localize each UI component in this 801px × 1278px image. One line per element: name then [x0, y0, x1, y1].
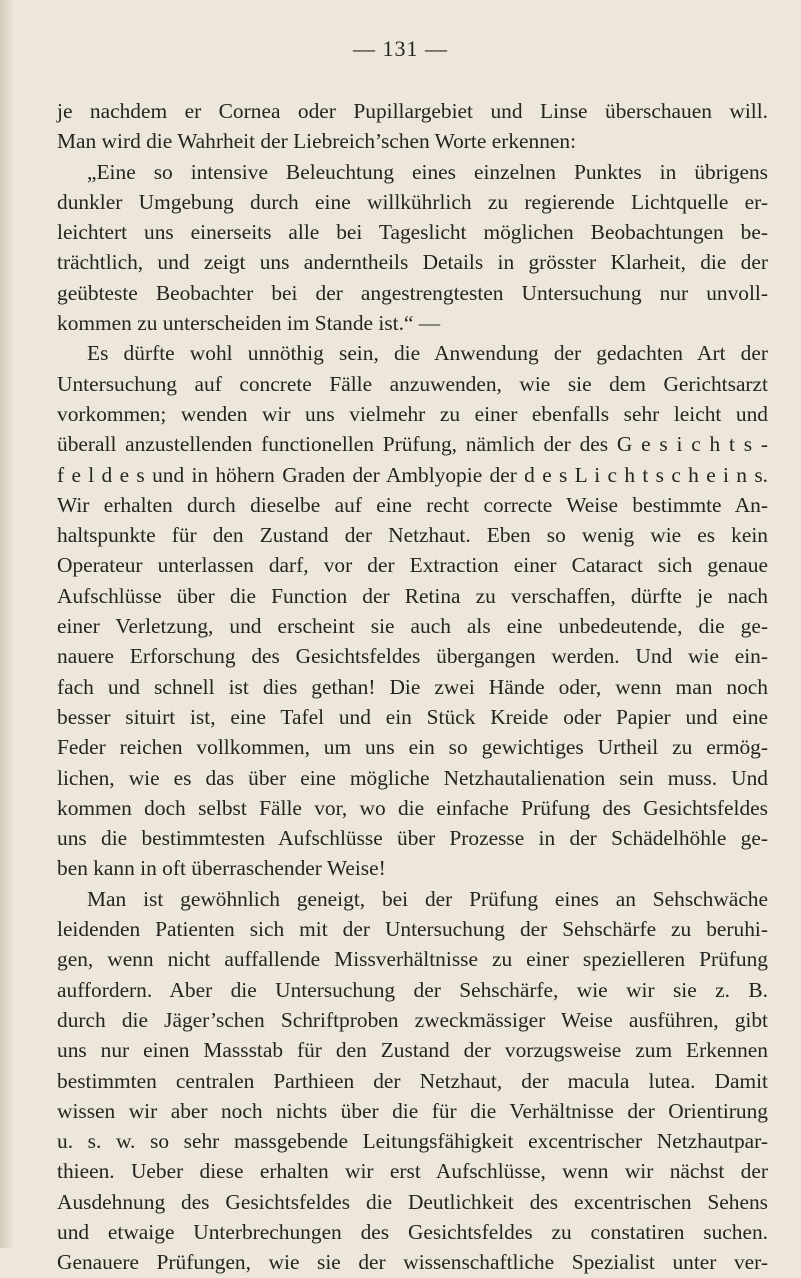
text-line: Operateur unterlassen darf, vor der Extraction einer Cataract sich genaue: [57, 553, 768, 578]
text-line: leidenden Patienten sich mit der Untersuchung der Sehschärfe zu beruhi-: [57, 917, 768, 942]
text-line: u. s. w. so sehr massgebende Leitungsfähigkeit excentrischer Netzhautpar-: [57, 1129, 768, 1154]
text-line: auffordern. Aber die Untersuchung der Sehschärfe, wie wir sie z. B.: [57, 977, 768, 1002]
page-edge-shadow: [0, 0, 14, 1248]
text-line: kommen zu unterscheiden im Stande ist.“ —: [57, 311, 441, 336]
text-line: wissen wir aber noch nichts über die für die Verhältnisse der Orientirung: [57, 1098, 768, 1123]
text-line: durch die Jäger’schen Schriftproben zweckmässiger Weise ausführen, gibt: [57, 1007, 768, 1032]
text-line: fach und schnell ist dies gethan! Die zwei Hände oder, wenn man noch: [57, 674, 768, 699]
text-line: uns nur einen Massstab für den Zustand der vorzugsweise zum Erkennen: [57, 1038, 768, 1063]
text-line: leichtert uns einerseits alle bei Tageslicht möglichen Beobachtungen be-: [57, 220, 768, 245]
text-line: thieen. Ueber diese erhalten wir erst Aufschlüsse, wenn wir nächst der: [57, 1159, 768, 1184]
text-line: überall anzustellenden functionellen Prüfung, nämlich der des G e s i c h t s -: [57, 432, 768, 457]
text-line: uns die bestimmtesten Aufschlüsse über Prozesse in der Schädelhöhle ge-: [57, 826, 768, 851]
text-line: Man ist gewöhnlich geneigt, bei der Prüfung eines an Sehschwäche: [87, 886, 768, 911]
text-line: Man wird die Wahrheit der Liebreich’schen Worte erkennen:: [57, 129, 577, 154]
text-line: dunkler Umgebung durch eine willkührlich zu regierende Lichtquelle er-: [57, 189, 768, 214]
text-line: je nachdem er Cornea oder Pupillargebiet und Linse überschauen will.: [57, 99, 768, 123]
text-line: gen, wenn nicht auffallende Missverhältnisse zu einer spezielleren Prüfung: [57, 947, 768, 972]
text-line: Es dürfte wohl unnöthig sein, die Anwendung der gedachten Art der: [87, 341, 768, 366]
text-line: einer Verletzung, und erscheint sie auch als eine unbedeutende, die ge-: [57, 614, 768, 639]
text-line: Genauere Prüfungen, wie sie der wissenschaftliche Spezialist unter ver-: [57, 1250, 768, 1275]
text-line: haltspunkte für den Zustand der Netzhaut. Eben so wenig wie es kein: [57, 523, 768, 548]
body-text: [57, 96, 768, 1278]
text-line: Untersuchung auf concrete Fälle anzuwenden, wie sie dem Gerichtsarzt: [57, 371, 768, 396]
text-line: kommen doch selbst Fälle vor, wo die einfache Prüfung des Gesichtsfeldes: [57, 795, 768, 820]
text-line: Feder reichen vollkommen, um uns ein so gewichtiges Urtheil zu ermög-: [57, 735, 768, 760]
text-line: Ausdehnung des Gesichtsfeldes die Deutlichkeit des excentrischen Sehens: [57, 1189, 768, 1214]
text-line: Aufschlüsse über die Function der Retina zu verschaffen, dürfte je nach: [57, 583, 768, 608]
text-line: und etwaige Unterbrechungen des Gesichtsfeldes zu constatiren suchen.: [57, 1219, 768, 1244]
text-line: besser situirt ist, eine Tafel und ein Stück Kreide oder Papier und eine: [57, 704, 768, 729]
text-line: lichen, wie es das über eine mögliche Netzhautalienation sein muss. Und: [57, 765, 768, 790]
page-number: — 131 —: [353, 36, 448, 61]
text-line: geübteste Beobachter bei der angestrengtesten Untersuchung nur unvoll-: [57, 280, 768, 305]
text-line: „Eine so intensive Beleuchtung eines einzelnen Punktes in übrigens: [87, 159, 768, 184]
text-line: bestimmten centralen Parthieen der Netzhaut, der macula lutea. Damit: [57, 1068, 768, 1093]
text-line: Wir erhalten durch dieselbe auf eine recht correcte Weise bestimmte An-: [57, 492, 768, 517]
text-line: f e l d e s und in höhern Graden der Amblyopie der d e s L i c h t s c h e i n s.: [57, 462, 768, 487]
text-line: nauere Erforschung des Gesichtsfeldes übergangen werden. Und wie ein-: [57, 644, 768, 669]
text-line: ben kann in oft überraschender Weise!: [57, 856, 386, 881]
text-line: trächtlich, und zeigt uns anderntheils Details in grösster Klarheit, die der: [57, 250, 768, 275]
text-line: vorkommen; wenden wir uns vielmehr zu einer ebenfalls sehr leicht und: [57, 401, 768, 426]
